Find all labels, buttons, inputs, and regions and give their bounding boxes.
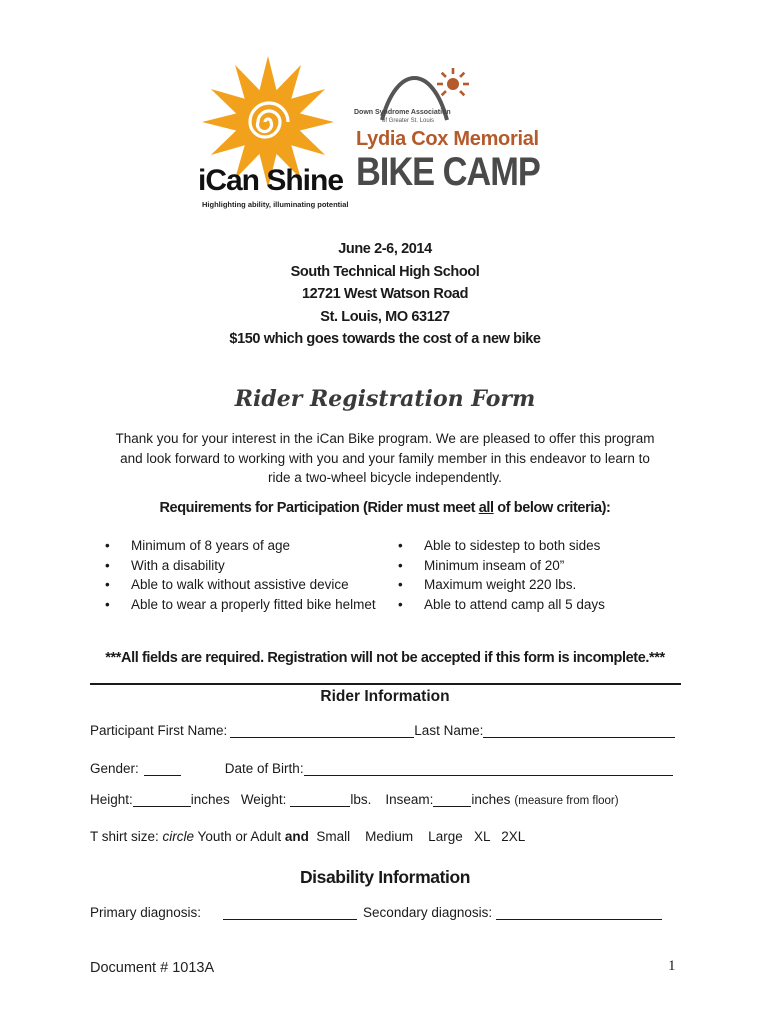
weight-field[interactable] [290, 791, 350, 807]
event-date: June 2-6, 2014 [338, 241, 432, 257]
tshirt-row: T shirt size: circle Youth or Adult and Small Medium Large XL 2XL [90, 829, 526, 844]
association-line-1: Down Syndrome Association [354, 109, 451, 116]
diagnosis-row [90, 904, 662, 920]
event-city: St. Louis, MO 63127 [320, 308, 450, 325]
page-number: 1 [668, 958, 676, 974]
rider-information-heading: Rider Information [320, 688, 450, 705]
list-item: • Minimum inseam of 20” [398, 557, 565, 573]
dob-field[interactable] [304, 760, 673, 776]
ican-shine-logo [200, 52, 350, 212]
dob-label: Date of Birth: [224, 761, 304, 776]
list-item: • Minimum of 8 years of age [105, 538, 291, 553]
tshirt-size-options[interactable]: Small Medium Large XL 2XL [308, 829, 526, 844]
primary-diagnosis-field[interactable] [223, 904, 357, 920]
association-line-2: of Greater St. Louis [382, 118, 435, 124]
first-name-label: Participant First Name: [90, 723, 228, 738]
event-address: 12721 West Watson Road [301, 286, 469, 302]
section-divider [90, 683, 681, 685]
list-item: • Able to wear a properly fitted bike helmet [105, 597, 376, 613]
primary-diagnosis-label: Primary diagnosis: [90, 905, 202, 920]
requirements-emphasis: all [478, 500, 494, 516]
bike-camp-title: BIKE CAMP [356, 150, 540, 194]
height-label: Height: [90, 792, 133, 807]
list-item: • Able to walk without assistive device [105, 577, 349, 593]
requirements-right-list [398, 536, 605, 615]
tshirt-circle-instruction: circle [162, 829, 195, 844]
event-details [0, 238, 770, 351]
intro-line-3: ride a two-wheel bicycle independently. [268, 470, 502, 485]
name-row [90, 722, 675, 738]
inseam-note: (measure from floor) [514, 795, 619, 807]
weight-unit: lbs. [350, 792, 372, 807]
ican-shine-wordmark: iCan Shine [198, 164, 344, 197]
event-venue: South Technical High School [290, 263, 480, 280]
inseam-field[interactable] [433, 791, 471, 807]
intro-paragraph [0, 429, 770, 488]
gender-label: Gender: [90, 761, 139, 776]
secondary-diagnosis-field[interactable] [496, 904, 662, 920]
first-name-field[interactable] [230, 722, 414, 738]
list-item: • Able to attend camp all 5 days [398, 597, 605, 613]
secondary-diagnosis-label: Secondary diagnosis: [363, 905, 493, 920]
inseam-unit: inches [471, 792, 511, 807]
last-name-field[interactable] [483, 722, 675, 738]
requirements-left-list [105, 536, 376, 615]
height-unit: inches [190, 792, 230, 807]
weight-label: Weight: [240, 792, 287, 807]
memorial-name: Lydia Cox Memorial [356, 128, 539, 150]
required-fields-warning: ***All fields are required. Registration will not be accepted if this form is incomplete.*** [105, 650, 665, 666]
list-item: • With a disability [105, 557, 225, 573]
tshirt-label: T shirt size: [90, 829, 163, 844]
gender-dob-row [90, 760, 673, 776]
document-number: Document # 1013A [90, 960, 215, 976]
event-cost: $150 which goes towards the cost of a new bike [229, 331, 541, 347]
list-item: • Able to sidestep to both sides [398, 538, 601, 553]
disability-information-heading: Disability Information [299, 867, 471, 887]
requirements-heading: Requirements for Participation (Rider must meet all of below criteria): [159, 500, 611, 516]
bike-camp-logo [352, 62, 572, 202]
last-name-label: Last Name: [414, 723, 484, 738]
ican-shine-tagline: Highlighting ability, illuminating potential [202, 200, 349, 209]
inseam-label: Inseam: [385, 792, 434, 807]
measurements-row [90, 791, 619, 807]
gender-field[interactable] [144, 760, 181, 776]
form-title: Rider Registration Form [234, 386, 536, 412]
height-field[interactable] [133, 791, 191, 807]
intro-line-1: Thank you for your interest in the iCan Bike program. We are pleased to offer this program [115, 431, 655, 446]
intro-line-2: and look forward to working with you and your family member in this endeavor to learn to [120, 450, 650, 466]
list-item: • Maximum weight 220 lbs. [398, 577, 577, 593]
